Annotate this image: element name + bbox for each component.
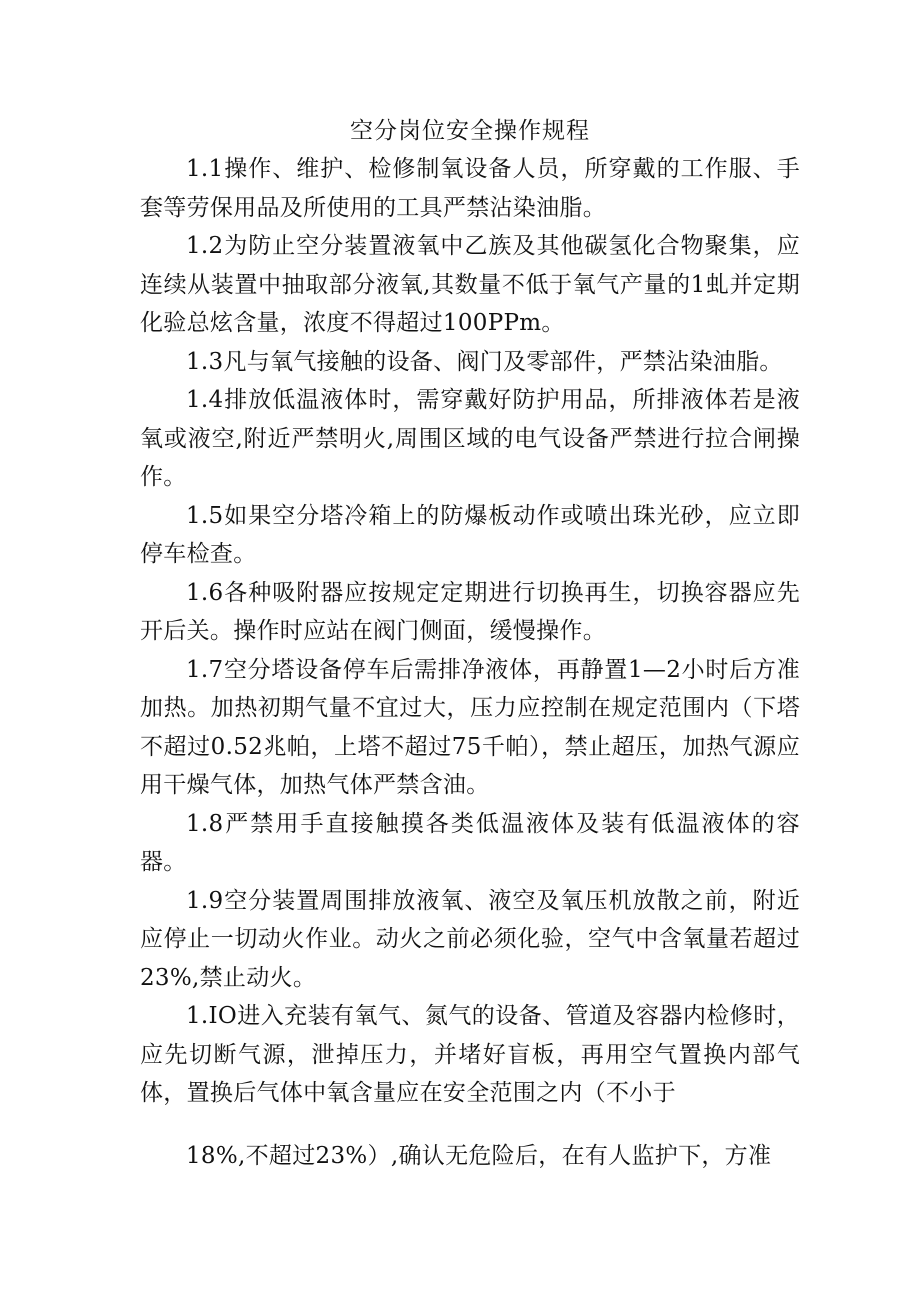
- paragraph-1-6: 1.6各种吸附器应按规定定期进行切换再生，切换容器应先开后关。操作时应站在阀门侧面，缓慢操作。: [140, 579, 800, 644]
- paragraph-1-8: 1.8严禁用手直接触摸各类低温液体及装有低温液体的容器。: [140, 810, 800, 875]
- document-title: 空分岗位安全操作规程: [350, 118, 590, 144]
- paragraph-1-3: 1.3凡与氧气接触的设备、阀门及零部件，严禁沾染油脂。: [186, 348, 783, 375]
- paragraph-1-7: 1.7空分塔设备停车后需排净液体，再静置1—2小时后方准加热。加热初期气量不宜过大，压力应控制在规定范围内（下塔不超过0.52兆帕，上塔不超过75千帕），禁止超压，加热气源应用干燥气体，加热气体严禁含油。: [140, 656, 800, 798]
- paragraph-1-2: 1.2为防止空分装置液氧中乙族及其他碳氢化合物聚集，应连续从装置中抽取部分液氧,其数量不低于氧气产量的1虬并定期化验总炫含量，浓度不得超过100PPm。: [140, 233, 800, 336]
- paragraph-1-4: 1.4排放低温液体时，需穿戴好防护用品，所排液体若是液氧或液空,附近严禁明火,周围区域的电气设备严禁进行拉合闸操作。: [140, 387, 800, 490]
- paragraph-1-9: 1.9空分装置周围排放液氧、液空及氧压机放散之前，附近应停止一切动火作业。动火之前必须化验，空气中含氧量若超过23%,禁止动火。: [140, 887, 800, 991]
- paragraph-1-5: 1.5如果空分塔冷箱上的防爆板动作或喷出珠光砂，应立即停车检查。: [140, 502, 800, 567]
- paragraph-1-1: 1.1操作、维护、检修制氧设备人员，所穿戴的工作服、手套等劳保用品及所使用的工具严禁沾染油脂。: [140, 156, 800, 221]
- paragraph-1-10: 1.IO进入充装有氧气、氮气的设备、管道及容器内检修时，应先切断气源，泄掉压力，并堵好盲板，再用空气置换内部气体，置换后气体中氧含量应在安全范围之内（不小于: [140, 1003, 800, 1106]
- document-page: [140, 112, 800, 1175]
- paragraph-continuation: 18%,不超过23%）,确认无危险后，在有人监护下，方准: [186, 1142, 772, 1169]
